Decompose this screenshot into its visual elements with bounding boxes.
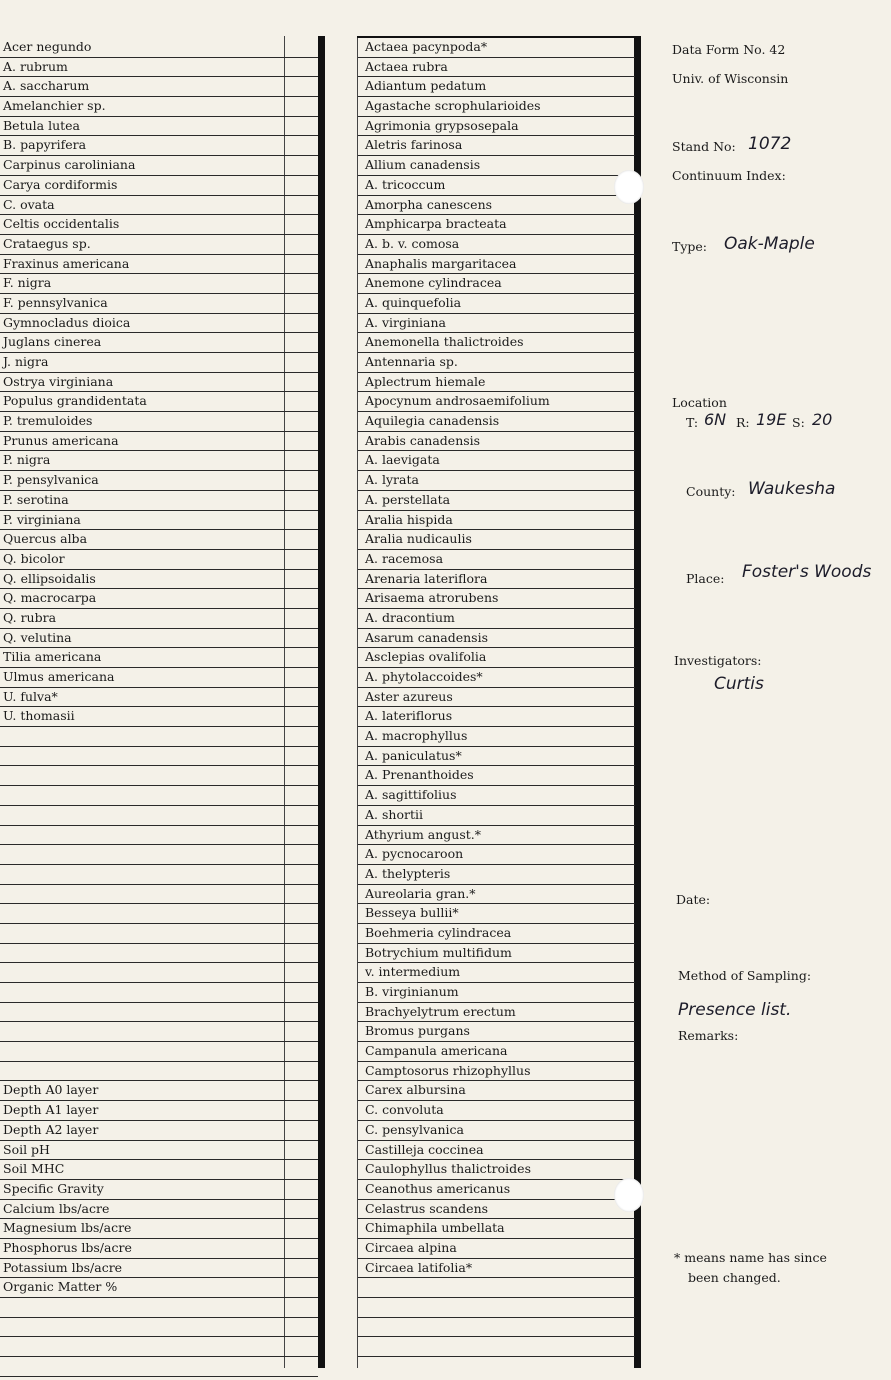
- species-row: Q. bicolor: [0, 550, 318, 570]
- species-row: [0, 1042, 318, 1062]
- species-row: Agrimonia grypsosepala: [358, 117, 635, 137]
- species-row: Carya cordiformis: [0, 176, 318, 196]
- species-row: Besseya bullii*: [358, 904, 635, 924]
- species-row: Phosphorus lbs/acre: [0, 1239, 318, 1259]
- species-row: Castilleja coccinea: [358, 1141, 635, 1161]
- species-row: Amphicarpa bracteata: [358, 215, 635, 235]
- species-row: Aletris farinosa: [358, 136, 635, 156]
- species-row: Q. rubra: [0, 609, 318, 629]
- species-row: Aureolaria gran.*: [358, 885, 635, 905]
- species-row: Carpinus caroliniana: [0, 156, 318, 176]
- species-row: F. pennsylvanica: [0, 294, 318, 314]
- investigators-label: Investigators:: [674, 653, 762, 668]
- species-row: A. laevigata: [358, 451, 635, 471]
- species-row: A. sagittifolius: [358, 786, 635, 806]
- species-row: Circaea latifolia*: [358, 1259, 635, 1279]
- species-row: Anaphalis margaritacea: [358, 255, 635, 275]
- species-row: [0, 865, 318, 885]
- species-row: A. lyrata: [358, 471, 635, 491]
- species-row: Fraxinus americana: [0, 255, 318, 275]
- species-row: A. b. v. comosa: [358, 235, 635, 255]
- species-row: A. thelypteris: [358, 865, 635, 885]
- species-row: Q. velutina: [0, 629, 318, 649]
- species-row: Betula lutea: [0, 117, 318, 137]
- punch-hole: [614, 1178, 644, 1212]
- species-row: J. nigra: [0, 353, 318, 373]
- species-row: Botrychium multifidum: [358, 944, 635, 964]
- species-row: Amorpha canescens: [358, 196, 635, 216]
- species-row: v. intermedium: [358, 963, 635, 983]
- species-row: Camptosorus rhizophyllus: [358, 1062, 635, 1082]
- species-row: [358, 1278, 635, 1298]
- species-row: P. tremuloides: [0, 412, 318, 432]
- species-row: Organic Matter %: [0, 1278, 318, 1298]
- species-row: A. perstellata: [358, 491, 635, 511]
- species-row: Depth A2 layer: [0, 1121, 318, 1141]
- species-row: [0, 806, 318, 826]
- method-value: Presence list.: [678, 1000, 792, 1020]
- species-row: A. rubrum: [0, 58, 318, 78]
- species-row: P. pensylvanica: [0, 471, 318, 491]
- species-row: Aralia hispida: [358, 511, 635, 531]
- species-row: Aralia nudicaulis: [358, 530, 635, 550]
- species-row: Allium canadensis: [358, 156, 635, 176]
- footnote-line-1: * means name has since: [674, 1250, 827, 1265]
- species-row: Populus grandidentata: [0, 392, 318, 412]
- tree-species-list: [0, 38, 318, 1377]
- species-row: B. virginianum: [358, 983, 635, 1003]
- footnote-line-2: been changed.: [688, 1270, 781, 1285]
- species-row: Acer negundo: [0, 38, 318, 58]
- species-row: Juglans cinerea: [0, 333, 318, 353]
- species-row: Circaea alpina: [358, 1239, 635, 1259]
- species-row: Boehmeria cylindracea: [358, 924, 635, 944]
- species-row: C. ovata: [0, 196, 318, 216]
- species-row: Soil MHC: [0, 1160, 318, 1180]
- species-row: A. saccharum: [0, 77, 318, 97]
- location-label: Location: [672, 395, 727, 410]
- township-label: T:: [686, 415, 699, 430]
- species-row: [0, 826, 318, 846]
- range-value: 19E: [756, 410, 787, 429]
- species-row: Anemone cylindracea: [358, 274, 635, 294]
- species-row: Adiantum pedatum: [358, 77, 635, 97]
- species-row: Ceanothus americanus: [358, 1180, 635, 1200]
- species-row: Aquilegia canadensis: [358, 412, 635, 432]
- species-row: Asclepias ovalifolia: [358, 648, 635, 668]
- species-row: Tilia americana: [0, 648, 318, 668]
- species-row: Depth A1 layer: [0, 1101, 318, 1121]
- county-label: County:: [686, 484, 736, 499]
- species-row: Depth A0 layer: [0, 1081, 318, 1101]
- species-row: A. shortii: [358, 806, 635, 826]
- continuum-index-label: Continuum Index:: [672, 168, 786, 183]
- place-label: Place:: [686, 571, 725, 586]
- date-label: Date:: [676, 892, 711, 907]
- species-row: U. fulva*: [0, 688, 318, 708]
- species-row: Actaea pacynpoda*: [358, 38, 635, 58]
- species-row: [0, 786, 318, 806]
- species-row: Q. ellipsoidalis: [0, 570, 318, 590]
- species-row: C. pensylvanica: [358, 1121, 635, 1141]
- species-row: Potassium lbs/acre: [0, 1259, 318, 1279]
- species-row: Quercus alba: [0, 530, 318, 550]
- species-row: [0, 747, 318, 767]
- species-row: [0, 963, 318, 983]
- species-row: [0, 1062, 318, 1082]
- species-row: Anemonella thalictroides: [358, 333, 635, 353]
- form-fields: [670, 0, 885, 1380]
- punch-hole: [614, 170, 644, 204]
- species-row: [0, 1298, 318, 1318]
- species-row: Prunus americana: [0, 432, 318, 452]
- species-row: Campanula americana: [358, 1042, 635, 1062]
- species-row: P. virginiana: [0, 511, 318, 531]
- thick-column-divider: [634, 36, 641, 1368]
- species-row: Aster azureus: [358, 688, 635, 708]
- township-value: 6N: [704, 410, 727, 429]
- data-form-number: Data Form No. 42: [672, 42, 786, 57]
- species-row: Q. macrocarpa: [0, 589, 318, 609]
- species-row: A. tricoccum: [358, 176, 635, 196]
- species-row: P. serotina: [0, 491, 318, 511]
- species-row: A. pycnocaroon: [358, 845, 635, 865]
- species-row: Calcium lbs/acre: [0, 1200, 318, 1220]
- species-row: Chimaphila umbellata: [358, 1219, 635, 1239]
- species-row: [0, 1003, 318, 1023]
- species-row: Arabis canadensis: [358, 432, 635, 452]
- species-row: [0, 983, 318, 1003]
- species-row: Aplectrum hiemale: [358, 373, 635, 393]
- species-row: Brachyelytrum erectum: [358, 1003, 635, 1023]
- species-row: [0, 924, 318, 944]
- species-row: [0, 885, 318, 905]
- species-row: U. thomasii: [0, 707, 318, 727]
- species-row: [0, 1318, 318, 1338]
- species-row: Bromus purgans: [358, 1022, 635, 1042]
- university-label: Univ. of Wisconsin: [672, 71, 789, 86]
- species-row: P. nigra: [0, 451, 318, 471]
- section-value: 20: [812, 410, 833, 429]
- species-row: A. phytolaccoides*: [358, 668, 635, 688]
- species-row: Arisaema atrorubens: [358, 589, 635, 609]
- species-row: F. nigra: [0, 274, 318, 294]
- method-label: Method of Sampling:: [678, 968, 812, 983]
- investigators-value: Curtis: [714, 674, 764, 694]
- species-row: A. racemosa: [358, 550, 635, 570]
- species-row: [358, 1318, 635, 1338]
- species-row: Antennaria sp.: [358, 353, 635, 373]
- species-row: [358, 1337, 635, 1357]
- species-row: Asarum canadensis: [358, 629, 635, 649]
- species-row: Carex albursina: [358, 1081, 635, 1101]
- species-row: A. macrophyllus: [358, 727, 635, 747]
- species-row: Gymnocladus dioica: [0, 314, 318, 334]
- species-row: Celtis occidentalis: [0, 215, 318, 235]
- species-row: Caulophyllus thalictroides: [358, 1160, 635, 1180]
- species-row: Ulmus americana: [0, 668, 318, 688]
- thick-column-divider: [318, 36, 325, 1368]
- species-row: [0, 766, 318, 786]
- section-label: S:: [792, 415, 805, 430]
- species-row: A. dracontium: [358, 609, 635, 629]
- species-row: A. lateriflorus: [358, 707, 635, 727]
- species-row: B. papyrifera: [0, 136, 318, 156]
- species-row: [0, 1022, 318, 1042]
- species-row: A. quinquefolia: [358, 294, 635, 314]
- species-row: Arenaria lateriflora: [358, 570, 635, 590]
- species-row: [0, 1357, 318, 1377]
- species-row: Amelanchier sp.: [0, 97, 318, 117]
- species-row: [0, 727, 318, 747]
- range-label: R:: [736, 415, 750, 430]
- county-value: Waukesha: [748, 479, 836, 499]
- species-row: Crataegus sp.: [0, 235, 318, 255]
- species-row: [0, 944, 318, 964]
- species-row: A. paniculatus*: [358, 747, 635, 767]
- species-row: Actaea rubra: [358, 58, 635, 78]
- species-row: A. Prenanthoides: [358, 766, 635, 786]
- species-row: Soil pH: [0, 1141, 318, 1161]
- stand-value: 1072: [748, 134, 792, 154]
- species-row: A. virginiana: [358, 314, 635, 334]
- place-value: Foster's Woods: [742, 562, 872, 582]
- type-value: Oak-Maple: [724, 234, 815, 254]
- stand-label: Stand No:: [672, 139, 736, 154]
- plant-species-list: [358, 38, 635, 1357]
- species-row: Athyrium angust.*: [358, 826, 635, 846]
- species-row: Celastrus scandens: [358, 1200, 635, 1220]
- species-row: [0, 904, 318, 924]
- species-row: [0, 1337, 318, 1357]
- species-row: [0, 845, 318, 865]
- species-row: [358, 1298, 635, 1318]
- species-row: C. convoluta: [358, 1101, 635, 1121]
- species-row: Magnesium lbs/acre: [0, 1219, 318, 1239]
- remarks-label: Remarks:: [678, 1028, 739, 1043]
- species-row: Agastache scrophularioides: [358, 97, 635, 117]
- species-row: Specific Gravity: [0, 1180, 318, 1200]
- species-row: Apocynum androsaemifolium: [358, 392, 635, 412]
- species-row: Ostrya virginiana: [0, 373, 318, 393]
- type-label: Type:: [672, 239, 708, 254]
